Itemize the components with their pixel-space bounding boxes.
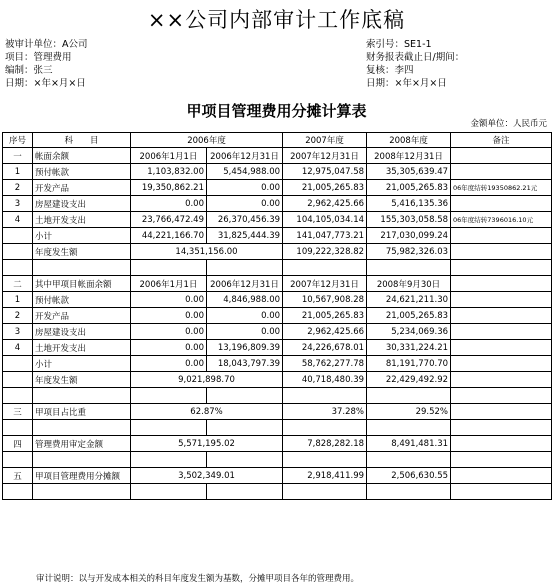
allocation-table (2, 132, 552, 500)
value-cell: 8,491,481.31 (367, 436, 451, 452)
value-cell: 21,005,265.83 (283, 180, 367, 196)
row-label: 预付帐款 (33, 164, 131, 180)
date-cell: 2007年12月31日 (283, 148, 367, 164)
value-cell: 19,350,862.21 (131, 180, 207, 196)
row-label: 预付帐款 (33, 292, 131, 308)
date-cell: 2008年12月31日 (367, 148, 451, 164)
subtotal-row (3, 228, 552, 244)
table-header-row (3, 133, 552, 148)
note-cell (451, 228, 552, 244)
header-2006: 2006年度 (131, 133, 283, 148)
row-seq: 1 (3, 164, 33, 180)
value-cell: 2,506,630.55 (367, 468, 451, 484)
section-seq: 二 (3, 276, 33, 292)
table-row (3, 324, 552, 340)
row-label: 房屋建设支出 (33, 196, 131, 212)
row-label: 年度发生额 (33, 244, 131, 260)
section-seq: 三 (3, 404, 33, 420)
section-label: 其中甲项目帐面余额 (33, 276, 131, 292)
value-cell: 0.00 (131, 356, 207, 372)
value-cell: 217,030,099.24 (367, 228, 451, 244)
section-seq: 五 (3, 468, 33, 484)
value-cell: 0.00 (131, 308, 207, 324)
spacer-row (3, 260, 552, 276)
row-label: 房屋建设支出 (33, 324, 131, 340)
value-cell: 7,828,282.18 (283, 436, 367, 452)
value-cell: 31,825,444.39 (207, 228, 283, 244)
meta-index: 索引号：SE1-1 (366, 39, 432, 50)
ratio-row (3, 404, 552, 420)
value-cell: 9,021,898.70 (131, 372, 283, 388)
value-cell: 62.87% (131, 404, 283, 420)
value-cell: 1,103,832.00 (131, 164, 207, 180)
value-cell: 5,416,135.36 (367, 196, 451, 212)
header-2008: 2008年度 (367, 133, 451, 148)
value-cell: 12,975,047.58 (283, 164, 367, 180)
value-cell: 37.28% (283, 404, 367, 420)
note-cell (451, 196, 552, 212)
table-title: 甲项目管理费用分摊计算表 (186, 102, 367, 120)
section-label: 管理费用审定金额 (33, 436, 131, 452)
section-label: 甲项目管理费用分摊额 (33, 468, 131, 484)
value-cell: 109,222,328.82 (283, 244, 367, 260)
value-cell: 2,962,425.66 (283, 196, 367, 212)
table-row (3, 292, 552, 308)
section-label: 帐面余额 (33, 148, 131, 164)
section2-date-row (3, 276, 552, 292)
value-cell: 104,105,034.14 (283, 212, 367, 228)
row-seq (3, 228, 33, 244)
allocation-row (3, 468, 552, 484)
meta-date: 日期：×年×月×日 (5, 78, 86, 89)
page-title: ××公司内部审计工作底稿 (147, 8, 406, 32)
value-cell: 0.00 (131, 340, 207, 356)
date-cell: 2008年9月30日 (367, 276, 451, 292)
value-cell: 0.00 (131, 292, 207, 308)
value-cell: 2,962,425.66 (283, 324, 367, 340)
date-cell: 2006年1月1日 (131, 148, 207, 164)
value-cell: 44,221,166.70 (131, 228, 207, 244)
value-cell: 21,005,265.83 (283, 308, 367, 324)
value-cell: 0.00 (131, 196, 207, 212)
row-label: 土地开发支出 (33, 212, 131, 228)
header-note: 备注 (451, 133, 552, 148)
meta-period: 财务报表截止日/期间： (366, 52, 465, 63)
value-cell: 2,918,411.99 (283, 468, 367, 484)
value-cell: 0.00 (207, 308, 283, 324)
header-2007: 2007年度 (283, 133, 367, 148)
spacer-row (3, 388, 552, 404)
date-cell: 2006年12月31日 (207, 148, 283, 164)
meta-reviewer: 复核：李四 (366, 65, 414, 76)
row-seq: 4 (3, 212, 33, 228)
row-label: 小计 (33, 228, 131, 244)
value-cell: 10,567,908.28 (283, 292, 367, 308)
note-cell: 06年度结转19350862.21元 (451, 180, 552, 196)
row-label: 小计 (33, 356, 131, 372)
date-cell: 2006年1月1日 (131, 276, 207, 292)
row-seq: 3 (3, 324, 33, 340)
value-cell: 40,718,480.39 (283, 372, 367, 388)
row-label: 年度发生额 (33, 372, 131, 388)
value-cell: 24,621,211.30 (367, 292, 451, 308)
value-cell: 21,005,265.83 (367, 308, 451, 324)
row-label: 开发产品 (33, 308, 131, 324)
spacer-row (3, 484, 552, 500)
value-cell: 141,047,773.21 (283, 228, 367, 244)
table-row (3, 212, 552, 228)
row-seq (3, 356, 33, 372)
note-cell (451, 164, 552, 180)
row-label: 开发产品 (33, 180, 131, 196)
value-cell: 5,234,069.36 (367, 324, 451, 340)
header-seq: 序号 (3, 133, 33, 148)
section-label: 甲项目占比重 (33, 404, 131, 420)
value-cell: 13,196,809.39 (207, 340, 283, 356)
row-seq: 2 (3, 308, 33, 324)
meta-left (5, 38, 88, 90)
value-cell: 5,454,988.00 (207, 164, 283, 180)
row-seq: 1 (3, 292, 33, 308)
value-cell: 58,762,277.78 (283, 356, 367, 372)
value-cell: 5,571,195.02 (131, 436, 283, 452)
annual-row (3, 372, 552, 388)
row-seq: 2 (3, 180, 33, 196)
approved-amount-row (3, 436, 552, 452)
row-seq: 3 (3, 196, 33, 212)
value-cell: 23,766,472.49 (131, 212, 207, 228)
value-cell: 29.52% (367, 404, 451, 420)
table-row (3, 164, 552, 180)
section-seq: 四 (3, 436, 33, 452)
value-cell: 35,305,639.47 (367, 164, 451, 180)
date-cell: 2006年12月31日 (207, 276, 283, 292)
value-cell: 0.00 (207, 324, 283, 340)
value-cell: 3,502,349.01 (131, 468, 283, 484)
value-cell: 24,226,678.01 (283, 340, 367, 356)
table-row (3, 180, 552, 196)
row-seq: 4 (3, 340, 33, 356)
value-cell: 0.00 (131, 324, 207, 340)
annual-row (3, 244, 552, 260)
meta-preparer: 编制：张三 (5, 65, 53, 76)
currency-unit: 金额单位：人民币元 (470, 119, 547, 129)
note-cell: 06年度结转7396016.10元 (451, 212, 552, 228)
spacer-row (3, 420, 552, 436)
value-cell: 18,043,797.39 (207, 356, 283, 372)
value-cell: 155,303,058.58 (367, 212, 451, 228)
value-cell: 4,846,988.00 (207, 292, 283, 308)
value-cell: 75,982,326.03 (367, 244, 451, 260)
section1-date-row (3, 148, 552, 164)
value-cell: 0.00 (207, 180, 283, 196)
subtotal-row (3, 356, 552, 372)
value-cell: 30,331,224.21 (367, 340, 451, 356)
header-subject: 科 目 (33, 133, 131, 148)
row-label: 土地开发支出 (33, 340, 131, 356)
meta-entity: 被审计单位：A公司 (5, 39, 88, 50)
value-cell: 26,370,456.39 (207, 212, 283, 228)
table-row (3, 340, 552, 356)
date-cell: 2007年12月31日 (283, 276, 367, 292)
value-cell: 14,351,156.00 (131, 244, 283, 260)
meta-right (366, 38, 464, 90)
section-seq: 一 (3, 148, 33, 164)
audit-note: 审计说明：以与开发成本相关的科目年度发生额为基数，分摊甲项目各年的管理费用。 (36, 574, 360, 584)
meta-review-date: 日期：×年×月×日 (366, 78, 447, 89)
table-row (3, 308, 552, 324)
value-cell: 81,191,770.70 (367, 356, 451, 372)
value-cell: 22,429,492.92 (367, 372, 451, 388)
meta-item: 项目：管理费用 (5, 52, 72, 63)
value-cell: 21,005,265.83 (367, 180, 451, 196)
table-row (3, 196, 552, 212)
spacer-row (3, 452, 552, 468)
value-cell: 0.00 (207, 196, 283, 212)
